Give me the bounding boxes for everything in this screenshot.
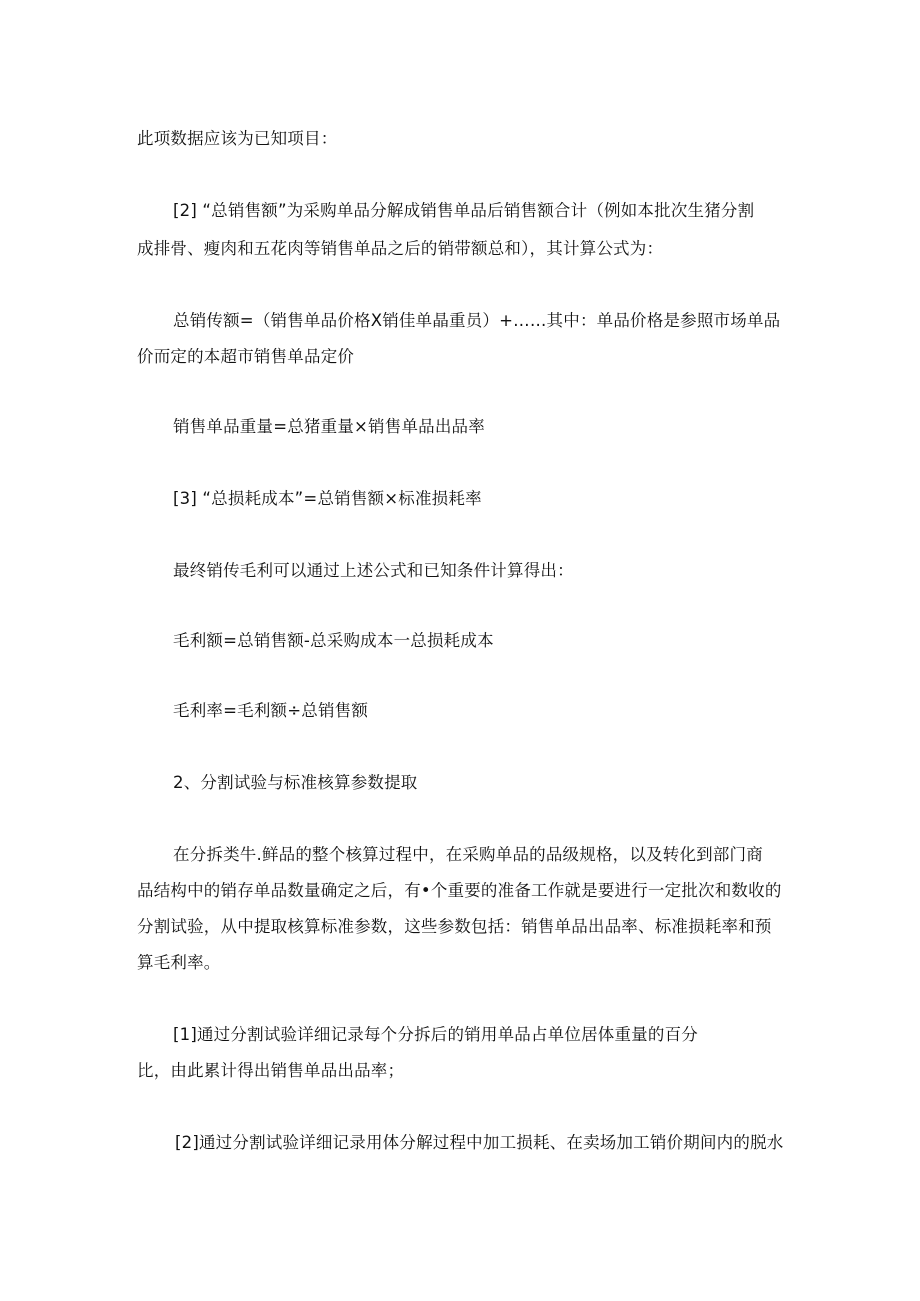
text-line-17: 比，由此累计得出销售单品出品率； bbox=[137, 1061, 405, 1080]
text-line-13: 品结构中的销存单品数量确定之后，有•个重要的准备工作就是要进行一定批次和数收的 bbox=[137, 881, 782, 900]
text-line-3: 成排骨、瘦肉和五花肉等销售单品之后的销带额总和），其计算公式为： bbox=[137, 239, 664, 258]
text-line-7: [3] “总损耗成本”=总销售额×标准损耗率 bbox=[173, 489, 482, 508]
text-line-2: [2] “总销售额”为采购单品分解成销售单品后销售额合计（例如本批次生猪分割 bbox=[173, 201, 755, 220]
text-line-18: [2]通过分割试验详细记录用体分解过程中加工损耗、在卖场加工销价期间内的脱水 bbox=[175, 1133, 784, 1152]
text-line-4: 总销传额=（销售单品价格X销佳单晶重员）+……其中：单品价格是参照市场单品 bbox=[173, 311, 781, 330]
text-line-14: 分割试验，从中提取核算标准参数，这些参数包括：销售单品出品率、标准损耗率和预 bbox=[137, 917, 772, 936]
text-line-16: [1]通过分割试验详细记录每个分拆后的销用单品占单位居体重量的百分 bbox=[173, 1025, 698, 1044]
text-line-6: 销售单品重量=总猪重量×销售单品出品率 bbox=[173, 417, 485, 436]
text-line-12: 在分拆类牛.鲜品的整个核算过程中，在采购单品的品级规格，以及转化到部门商 bbox=[173, 845, 763, 864]
section-heading: 2、分割试验与标准核算参数提取 bbox=[173, 773, 418, 792]
text-line-8: 最终销传毛利可以通过上述公式和已知条件计算得出： bbox=[173, 561, 574, 580]
text-line-1: 此项数据应该为已知项目： bbox=[137, 129, 338, 148]
text-line-10: 毛利率=毛利额÷总销售额 bbox=[173, 701, 369, 720]
text-line-5: 价而定的本超市销售单品定价 bbox=[137, 347, 355, 366]
text-line-15: 算毛利率。 bbox=[137, 953, 221, 972]
text-line-9: 毛利额=总销售额-总采购成本一总损耗成本 bbox=[173, 631, 494, 650]
